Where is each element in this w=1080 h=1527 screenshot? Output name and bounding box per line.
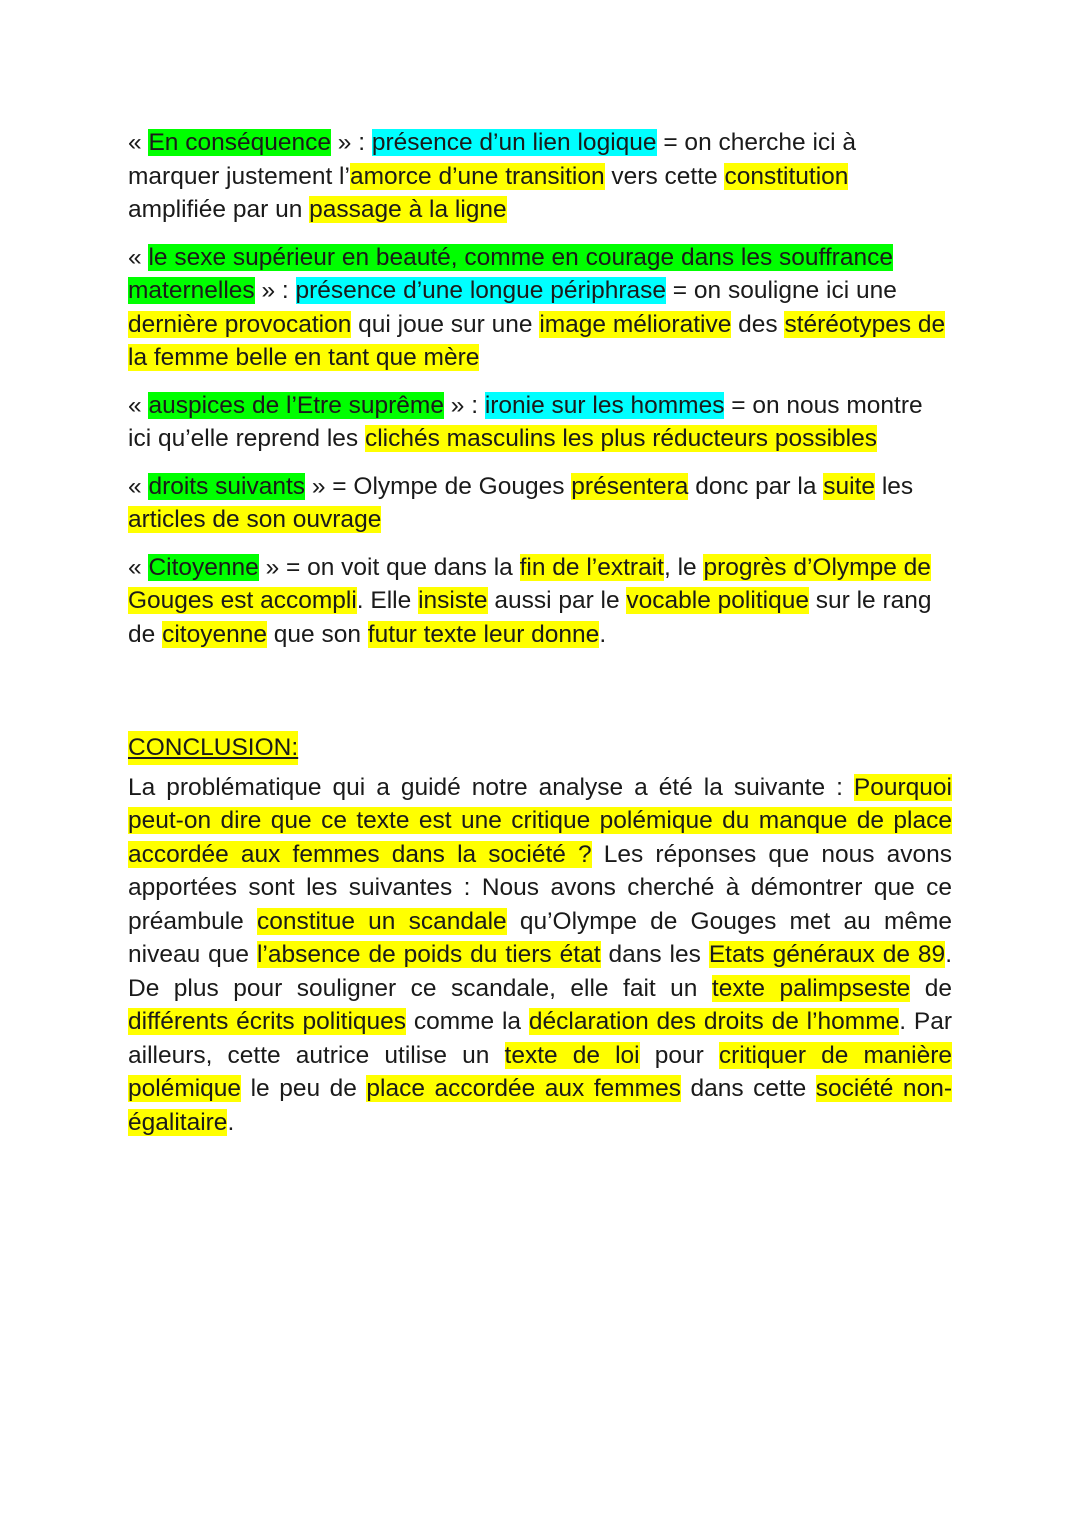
- text-run: des: [731, 310, 785, 338]
- highlight-yellow: citoyenne: [162, 620, 267, 648]
- highlight-yellow: Pourquoi peut-on dire que ce texte est une critique polémique du manque de place accordée aux femmes dans la société ?: [128, 773, 952, 868]
- text-run: que son: [266, 620, 368, 648]
- text-run: » = on voit que dans la: [258, 553, 520, 581]
- document-page: [128, 126, 952, 1153]
- highlight-yellow: image méliorative: [539, 310, 732, 338]
- analysis-section: [128, 126, 952, 651]
- text-run: qui joue sur une: [351, 310, 540, 338]
- highlight-yellow: texte palimpseste: [711, 974, 911, 1002]
- analysis-droits-suivants: [128, 470, 952, 537]
- highlight-cyan: présence d’un lien logique: [371, 129, 657, 156]
- analysis-en-consequence: [128, 126, 952, 227]
- conclusion-paragraph: [128, 771, 952, 1140]
- text-run: amplifiée par un: [128, 196, 310, 223]
- highlight-yellow: vocable politique: [626, 587, 809, 614]
- highlight-green: Citoyenne: [148, 553, 259, 581]
- text-run: dans les: [600, 941, 709, 968]
- highlight-yellow: clichés masculins les plus réducteurs possibles: [364, 425, 877, 452]
- highlight-green: le sexe supérieur en beauté, comme en courage dans les souffrance maternelles: [128, 243, 893, 304]
- highlight-yellow: critiquer de manière polémique: [128, 1041, 953, 1102]
- highlight-cyan: ironie sur les hommes: [484, 391, 725, 419]
- text-run: , le: [663, 553, 704, 581]
- text-run: Les réponses que nous avons apportées sont les suivantes : Nous avons cherché à démontrer que ce préambule: [128, 840, 952, 935]
- text-run: . Elle: [356, 587, 419, 614]
- highlight-yellow: passage à la ligne: [309, 196, 507, 223]
- highlight-green: droits suivants: [148, 472, 306, 500]
- conclusion-section: [128, 665, 952, 1139]
- text-run: «: [128, 129, 149, 156]
- text-run: «: [128, 391, 149, 419]
- text-run: «: [128, 472, 149, 500]
- text-run: .: [599, 620, 607, 648]
- highlight-cyan: présence d’une longue périphrase: [295, 277, 666, 304]
- text-run: donc par la: [688, 472, 824, 500]
- analysis-citoyenne: [128, 551, 952, 652]
- text-run: » :: [330, 129, 372, 156]
- highlight-yellow: insiste: [418, 587, 488, 614]
- highlight-yellow: texte de loi: [504, 1041, 640, 1069]
- highlight-yellow: dernière provocation: [128, 310, 352, 338]
- highlight-green: auspices de l’Etre suprême: [148, 391, 444, 419]
- highlight-yellow: progrès d’Olympe de Gouges est accompli: [128, 553, 931, 614]
- conclusion-heading: CONCLUSION:: [128, 731, 298, 765]
- text-run: dans cette: [680, 1075, 816, 1102]
- highlight-yellow: constitution: [724, 162, 849, 190]
- text-run: comme la: [406, 1008, 529, 1035]
- text-run: aussi par le: [487, 587, 627, 614]
- highlight-yellow: place accordée aux femmes: [366, 1075, 681, 1102]
- text-run: pour: [639, 1041, 719, 1069]
- text-run: La problématique qui a guidé notre analyse a été la suivante :: [128, 773, 854, 801]
- highlight-yellow: suite: [823, 472, 876, 500]
- text-run: . De plus pour souligner ce scandale, elle fait un: [128, 941, 952, 1002]
- highlight-yellow: l’absence de poids du tiers état: [256, 941, 601, 968]
- text-run: = on cherche ici à marquer justement l’: [128, 129, 857, 190]
- text-run: qu’Olympe de Gouges met au même niveau que: [128, 907, 953, 968]
- text-run: = on nous montre ici qu’elle reprend les: [128, 391, 923, 452]
- highlight-green: En conséquence: [148, 129, 331, 156]
- text-run: vers cette: [604, 162, 725, 190]
- highlight-yellow: amorce d’une transition: [349, 162, 605, 190]
- text-run: » = Olympe de Gouges: [305, 472, 572, 500]
- highlight-yellow: déclaration des droits de l’homme: [528, 1008, 900, 1035]
- text-run: = on souligne ici une: [666, 277, 897, 304]
- highlight-yellow: articles de son ouvrage: [128, 506, 382, 533]
- text-run: de: [910, 974, 953, 1002]
- highlight-yellow: différents écrits politiques: [128, 1008, 407, 1035]
- text-run: le peu de: [241, 1075, 367, 1102]
- text-run: . Par ailleurs, cette autrice utilise un: [128, 1008, 953, 1069]
- highlight-yellow: Etats généraux de 89: [708, 941, 946, 968]
- text-run: sur le rang de: [128, 587, 932, 648]
- highlight-yellow: constitue un scandale: [256, 907, 507, 935]
- text-run: » :: [443, 391, 485, 419]
- text-run: » :: [254, 277, 296, 304]
- highlight-yellow: présentera: [571, 472, 689, 500]
- text-run: les: [875, 472, 914, 500]
- text-run: «: [128, 553, 149, 581]
- text-run: «: [128, 243, 149, 271]
- highlight-yellow: fin de l’extrait: [519, 553, 664, 581]
- highlight-yellow: futur texte leur donne: [367, 620, 600, 648]
- analysis-auspices: [128, 389, 952, 456]
- highlight-yellow: société non-égalitaire: [128, 1075, 952, 1136]
- analysis-sexe-superieur: [128, 241, 952, 375]
- text-run: .: [227, 1108, 235, 1136]
- highlight-yellow: stéréotypes de la femme belle en tant que mère: [128, 310, 946, 371]
